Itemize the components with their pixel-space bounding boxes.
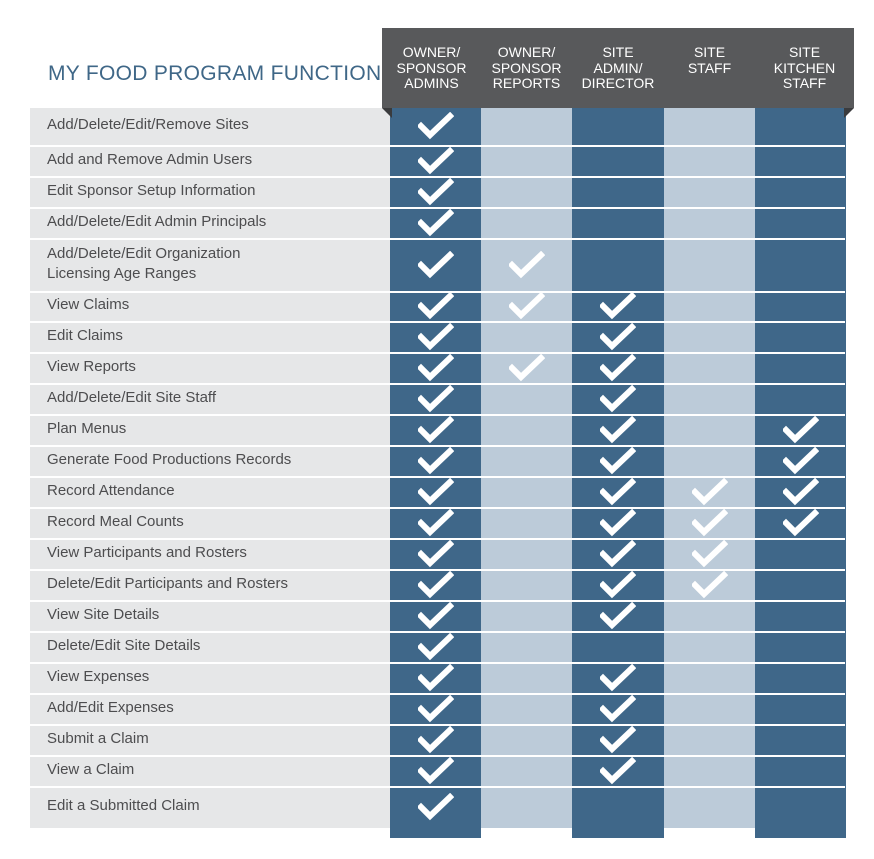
checkmark-icon <box>418 354 454 382</box>
function-label <box>47 244 240 284</box>
column-header-owner_reports <box>481 28 572 108</box>
checkmark-icon <box>418 509 454 537</box>
checkmark-icon <box>418 447 454 475</box>
function-label <box>47 796 200 816</box>
checkmark-icon <box>418 695 454 723</box>
checkmark-icon <box>600 292 636 320</box>
checkmark-icon <box>783 416 819 444</box>
checkmark-icon <box>692 571 728 599</box>
column-header-kitchen_staff <box>755 28 854 108</box>
checkmark-icon <box>600 416 636 444</box>
function-label <box>47 388 216 408</box>
function-label-line: Add and Remove Admin Users <box>47 150 253 168</box>
checkmark-icon <box>600 602 636 630</box>
checkmark-icon <box>783 478 819 506</box>
function-label <box>47 212 266 232</box>
function-label <box>47 574 288 594</box>
function-label-line: Add/Delete/Edit Site Staff <box>47 388 216 406</box>
function-label-line: Delete/Edit Site Details <box>47 636 201 654</box>
header-fold <box>382 108 392 118</box>
function-label-line: Record Meal Counts <box>47 512 184 530</box>
function-label-line: View Expenses <box>47 667 150 685</box>
column-owner_reports <box>481 107 572 828</box>
function-label <box>47 543 247 563</box>
row-separator <box>30 238 845 240</box>
column-header-line: REPORTS <box>492 75 561 91</box>
checkmark-icon <box>600 540 636 568</box>
function-label <box>47 512 184 532</box>
function-label <box>47 181 255 201</box>
function-label <box>47 326 123 346</box>
checkmark-icon <box>418 540 454 568</box>
function-label <box>47 481 175 501</box>
checkmark-icon <box>509 292 545 320</box>
function-label-line: Edit Claims <box>47 326 123 344</box>
checkmark-icon <box>418 726 454 754</box>
checkmark-icon <box>600 385 636 413</box>
checkmark-icon <box>418 385 454 413</box>
column-header-line: KITCHEN <box>773 59 836 76</box>
checkmark-icon <box>600 509 636 537</box>
function-label-line: View Claims <box>47 296 130 313</box>
function-label <box>47 760 134 780</box>
column-site_staff <box>664 107 755 828</box>
function-label <box>47 698 174 718</box>
function-label-line: View Reports <box>47 357 136 375</box>
checkmark-icon <box>418 112 454 140</box>
function-label-line: View Participants and Rosters <box>47 543 247 561</box>
checkmark-icon <box>600 695 636 723</box>
checkmark-icon <box>418 416 454 444</box>
checkmark-icon <box>600 664 636 692</box>
checkmark-icon <box>418 793 454 821</box>
checkmark-icon <box>418 478 454 506</box>
checkmark-icon <box>600 354 636 382</box>
checkmark-icon <box>418 209 454 237</box>
function-label <box>47 450 291 470</box>
function-label-line: Edit a Submitted Claim <box>47 796 200 814</box>
column-header-line: OWNER/ <box>402 44 461 60</box>
function-label-line: Submit a Claim <box>47 729 149 747</box>
checkmark-icon <box>509 251 545 279</box>
header-fold <box>844 108 854 118</box>
checkmark-icon <box>692 478 728 506</box>
checkmark-icon <box>600 726 636 754</box>
column-header-site_staff <box>664 28 755 108</box>
checkmark-icon <box>600 571 636 599</box>
checkmark-icon <box>600 447 636 475</box>
checkmark-icon <box>418 323 454 351</box>
checkmark-icon <box>418 292 454 320</box>
table-title: MY FOOD PROGRAM FUNCTION <box>48 62 382 85</box>
function-label <box>47 150 252 170</box>
function-label-line: Licensing Age Ranges <box>47 264 197 282</box>
column-header-line: ADMINS <box>404 75 459 91</box>
column-header-line: SPONSOR <box>491 59 562 76</box>
checkmark-icon <box>418 251 454 279</box>
function-label-line: Plan Menus <box>47 419 127 437</box>
function-label <box>47 419 126 439</box>
function-label-line: Delete/Edit Participants and Rosters <box>47 574 288 592</box>
checkmark-icon <box>418 664 454 692</box>
function-label <box>47 295 129 315</box>
function-label-line: Add/Delete/Edit Admin Principals <box>47 212 267 230</box>
column-header-line: SITE <box>693 44 726 60</box>
column-header-site_admin <box>572 28 664 108</box>
checkmark-icon <box>418 602 454 630</box>
checkmark-icon <box>418 147 454 175</box>
function-label <box>47 729 149 749</box>
function-label-line: Add/Delete/Edit Organization <box>47 244 241 262</box>
checkmark-icon <box>418 178 454 206</box>
function-label <box>47 636 200 656</box>
checkmark-icon <box>783 509 819 537</box>
checkmark-icon <box>600 323 636 351</box>
column-header-line: STAFF <box>687 59 732 76</box>
checkmark-icon <box>418 633 454 661</box>
column-header-line: SITE <box>602 44 634 60</box>
checkmark-icon <box>600 478 636 506</box>
checkmark-icon <box>600 757 636 785</box>
checkmark-icon <box>418 757 454 785</box>
function-label <box>47 667 149 687</box>
function-label <box>47 357 136 377</box>
function-label-line: Record Attendance <box>47 481 175 499</box>
row-separator <box>30 786 845 788</box>
function-label-line: Edit Sponsor Setup Information <box>47 181 256 199</box>
function-label-line: Add/Edit Expenses <box>47 698 174 716</box>
column-header-line: SITE <box>788 44 821 60</box>
checkmark-icon <box>783 447 819 475</box>
checkmark-icon <box>509 354 545 382</box>
column-header-line: STAFF <box>782 75 827 91</box>
function-label-line: Add/Delete/Edit/Remove Sites <box>47 115 249 133</box>
checkmark-icon <box>418 571 454 599</box>
checkmark-icon <box>692 540 728 568</box>
function-label-line: View a Claim <box>47 760 135 778</box>
function-label <box>47 605 159 625</box>
column-header-line: ADMIN/ <box>593 59 643 76</box>
checkmark-icon <box>692 509 728 537</box>
function-label-line: View Site Details <box>47 605 160 623</box>
function-label <box>47 115 249 135</box>
column-header-line: SPONSOR <box>396 59 467 76</box>
column-header-owner_admins <box>382 28 481 108</box>
function-label-line: Generate Food Productions Records <box>47 450 292 468</box>
column-header-line: OWNER/ <box>497 44 556 60</box>
column-header-line: DIRECTOR <box>581 75 655 91</box>
